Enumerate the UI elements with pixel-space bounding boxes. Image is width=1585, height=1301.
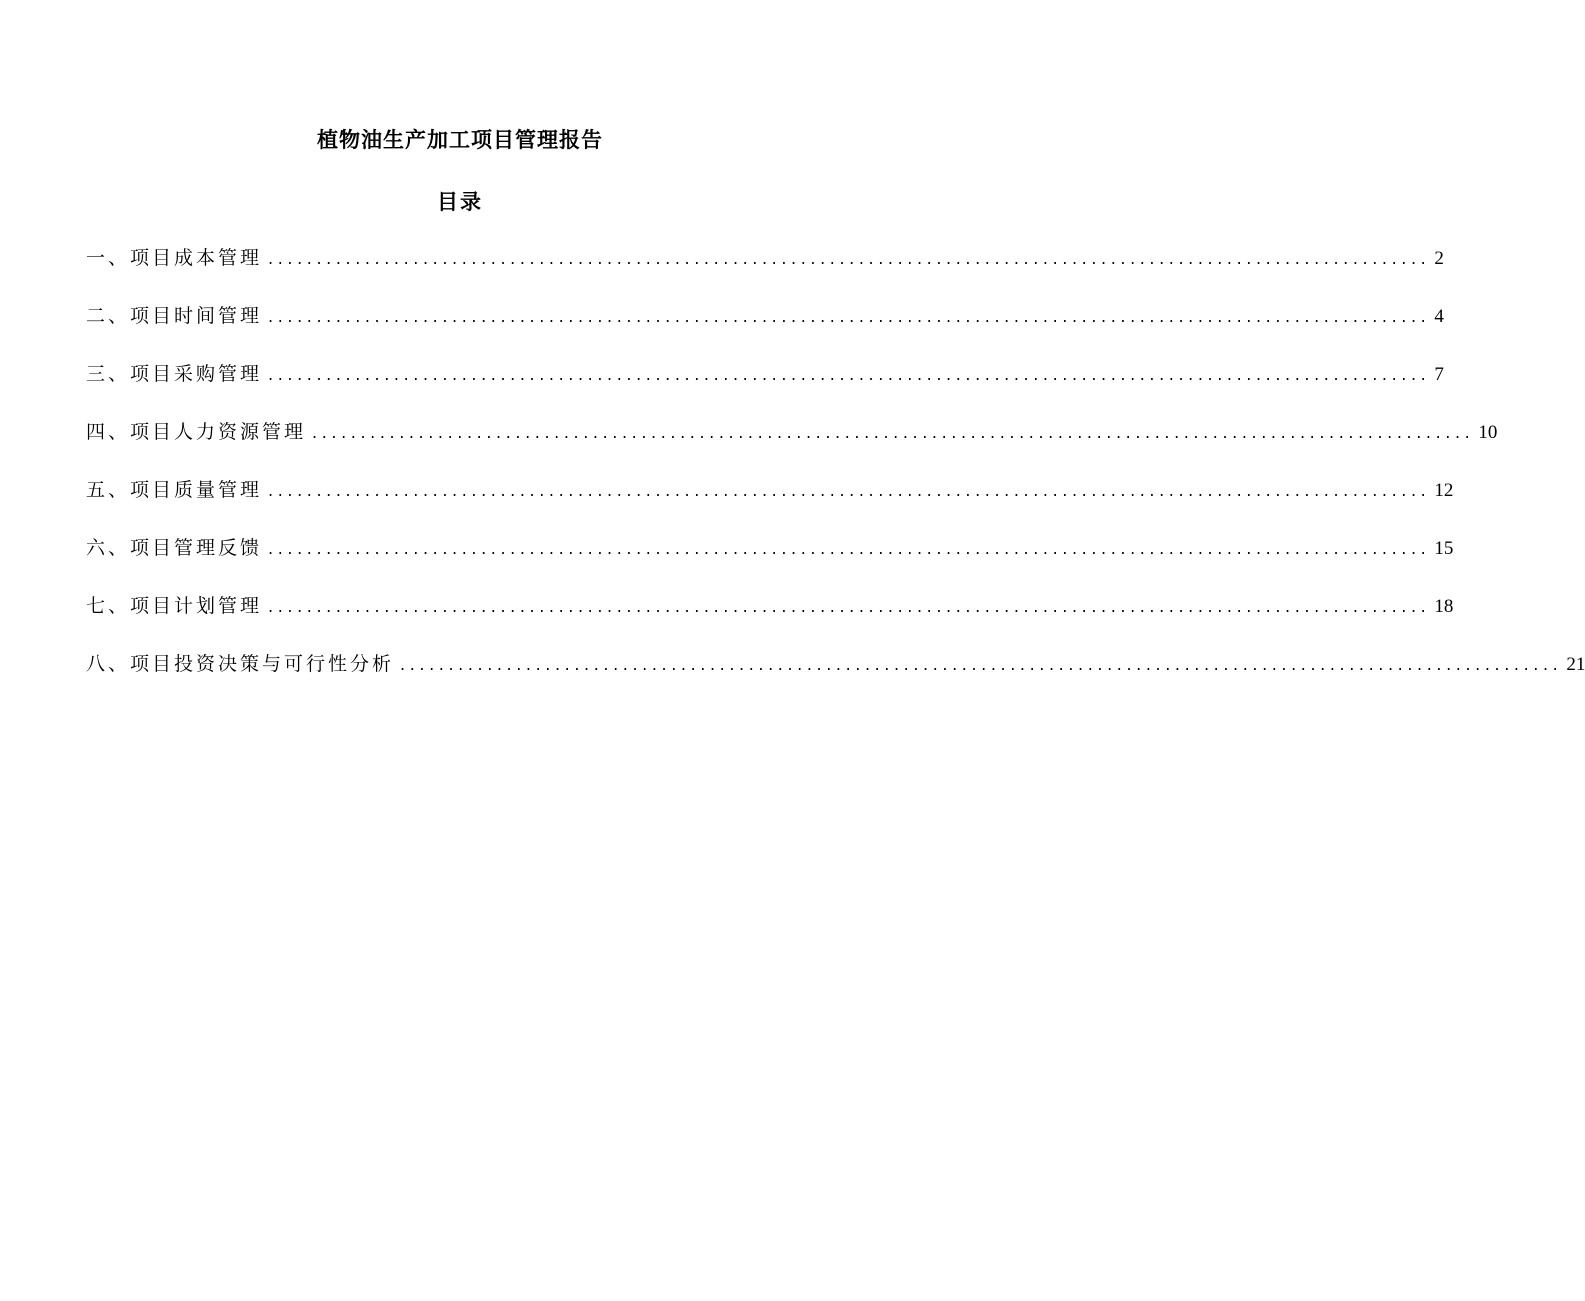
toc-heading: 目录 [437, 189, 483, 214]
toc-entry-label: 二、项目时间管理 [86, 305, 263, 327]
toc-entry[interactable] [86, 359, 1444, 417]
toc-entry-page: 15 [1434, 538, 1454, 559]
document-title: 植物油生产加工项目管理报告 [317, 127, 603, 152]
toc-dot-leader: ........................................................................................................................ [312, 423, 1475, 442]
toc-dot-leader: ........................................................................................................................ [268, 249, 1431, 268]
toc-entry[interactable] [86, 475, 1454, 533]
toc-entry-label: 七、项目计划管理 [86, 595, 263, 617]
toc-entry-page: 21 [1566, 654, 1585, 675]
toc-dot-leader: ........................................................................................................................ [268, 539, 1431, 558]
toc-dot-leader: ........................................................................................................................ [400, 655, 1563, 674]
toc-entry[interactable] [86, 533, 1454, 591]
toc-entry[interactable] [86, 591, 1454, 649]
toc-dot-leader: ........................................................................................................................ [268, 307, 1431, 326]
table-of-contents [86, 243, 1585, 707]
toc-entry-label: 八、项目投资决策与可行性分析 [86, 653, 395, 675]
toc-entry-page: 18 [1434, 596, 1454, 617]
toc-entry-label: 四、项目人力资源管理 [86, 421, 307, 443]
toc-dot-leader: ........................................................................................................................ [268, 597, 1431, 616]
toc-entry-page: 4 [1434, 306, 1444, 327]
toc-entry-label: 六、项目管理反馈 [86, 537, 263, 559]
toc-entry-page: 7 [1434, 364, 1444, 385]
toc-entry-label: 一、项目成本管理 [86, 247, 263, 269]
toc-entry[interactable] [86, 417, 1498, 475]
toc-dot-leader: ........................................................................................................................ [268, 481, 1431, 500]
toc-entry-page: 10 [1478, 422, 1498, 443]
toc-entry[interactable] [86, 301, 1444, 359]
toc-dot-leader: ........................................................................................................................ [268, 365, 1431, 384]
toc-entry-page: 12 [1434, 480, 1454, 501]
toc-entry[interactable] [86, 243, 1444, 301]
toc-entry-label: 三、项目采购管理 [86, 363, 263, 385]
toc-entry-page: 2 [1434, 248, 1444, 269]
toc-entry[interactable] [86, 649, 1585, 707]
toc-entry-label: 五、项目质量管理 [86, 479, 263, 501]
